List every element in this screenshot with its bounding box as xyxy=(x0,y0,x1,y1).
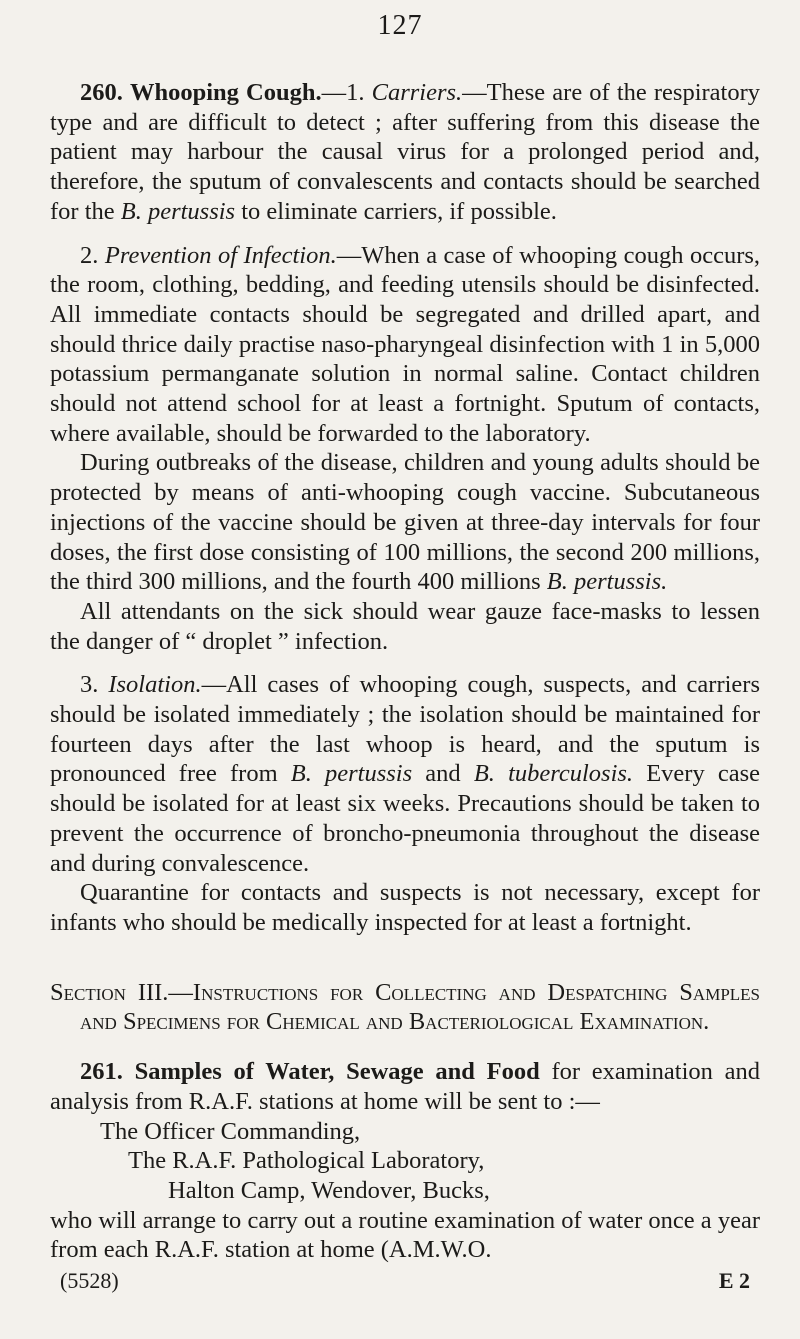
paragraph-number: 261. xyxy=(80,1058,123,1086)
organism-name: B. pertussis. xyxy=(546,568,668,596)
paragraph-quarantine: Quarantine for contacts and suspects is not necessary, except for infants who should be medically inspected for at least a fortnight. xyxy=(50,879,760,936)
page-number: 127 xyxy=(377,10,423,41)
organism-name: B. pertussis xyxy=(120,197,236,225)
paragraph-title: Samples of Water, Sewage and Food xyxy=(134,1058,540,1086)
body-text xyxy=(50,78,760,1265)
subheading-prevention: Prevention of Infection. xyxy=(104,241,337,269)
paragraph-number: 260. xyxy=(80,79,123,106)
paragraph-outbreaks: During outbreaks of the disease, children and young adults should be protected by means of anti-whooping cough vaccine. Subcutaneous injections of the vaccine should be given at three-day intervals for four doses, the first dose consisting of 100 millions, the second 200 millions, the third 300 millions, and the fourth 400 millions B. pertussis. xyxy=(50,449,760,596)
paragraph-261-continuation: who will arrange to carry out a routine examination of water once a year from each R.A.F. station at home (A.M.W.O. xyxy=(50,1206,760,1264)
address-line: The R.A.F. Pathological Laboratory, xyxy=(128,1147,485,1175)
print-code: (5528) xyxy=(60,1268,119,1293)
paragraph-title: Whooping Cough. xyxy=(130,79,322,106)
organism-name: B. pertussis xyxy=(290,760,413,788)
paragraph-260-carriers: 260. Whooping Cough.—1. Carriers.—These are of the respiratory type and are difficult to detect ; after suffering from this disease the patient may harbour the causal virus for a prolonged period and, therefore, the sputum of convalescents and contacts should be searched for the B. pertussis to eliminate carriers, if possible. xyxy=(50,79,761,225)
subheading-isolation: Isolation. xyxy=(108,671,202,699)
paragraph-261-samples: 261. Samples of Water, Sewage and Food for examination and analysis from R.A.F. stations at home will be sent to :— xyxy=(50,1058,761,1115)
signature-mark: E 2 xyxy=(718,1268,750,1293)
address-line: The Officer Commanding, xyxy=(100,1117,361,1145)
paragraph-attendants: All attendants on the sick should wear gauze face-masks to lessen the danger of “ droplet ” infection. xyxy=(50,597,760,655)
section-heading: Section III.—Instructions for Collecting and Despatching Samples and Specimens for Chemical and Bacteriological Examination. xyxy=(50,978,760,1036)
subheading-carriers: Carriers. xyxy=(371,79,463,106)
address-line: Halton Camp, Wendover, Bucks, xyxy=(168,1176,490,1204)
organism-name: B. tuberculosis. xyxy=(473,760,634,788)
paragraph-prevention: 2. Prevention of Infection.—When a case of whooping cough occurs, the room, clothing, bedding, and feeding utensils should be disinfected. All immediate contacts should be segregated and drilled apart, and should thrice daily practise naso-pharyngeal disinfection with 1 in 5,000 potassium permanganate solution in normal saline. Contact children should not attend school for at least a fortnight. Sputum of contacts, where available, should be forwarded to the laboratory. xyxy=(50,241,761,447)
paragraph-isolation: 3. Isolation.—All cases of whooping cough, suspects, and carriers should be isolated immediately ; the isolation should be maintained for fourteen days after the last whoop is heard, and the sputum is pronounced free from B. pertussis and B. tuberculosis. Every case should be isolated for at least six weeks. Precautions should be taken to prevent the occurrence of broncho-pneumonia throughout the disease and during convalescence. xyxy=(50,671,761,877)
